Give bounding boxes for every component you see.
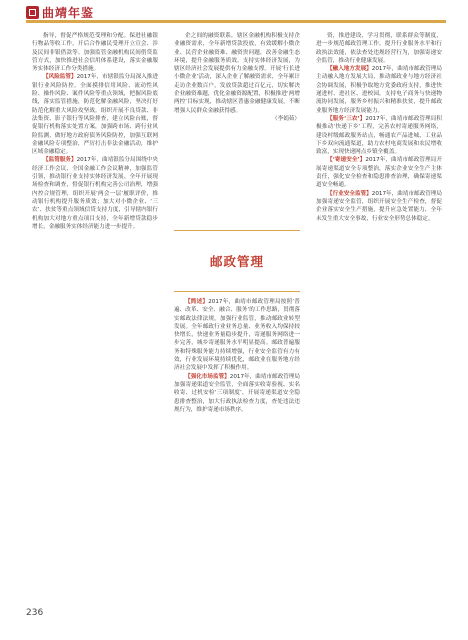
section-title: 邮政管理 [209, 254, 264, 269]
paragraph [174, 32, 300, 115]
paragraph-text: 2017年，曲靖银监分局围绕中央经济工作会议、全国金融工作会议精神，加强监管引领，推动银行业支持实体经济发展。全年开展现场检查和调查，督促银行机构完善公司治理，增强内控合规管理，组织开展‘两会一层’履职评价，推动银行机构提升服务质效；加大对小微企业、‘三农’、扶贫等重点领域信贷支持力度，引导辖内银行机构加大对地方重点项目支持，全年新增贷款稳步增长，金融服务实体经济能力进一步提升。 [32, 157, 158, 230]
paragraph-text: 2017年，曲靖市邮政管理局加强寄递安全监管，组织开展安全生产检查，督促企业落实安全生产措施，提升应急处置能力，全年未发生重大安全事故，行业安全形势总体稳定。 [316, 190, 442, 222]
paragraph-heading: 【简述】 [185, 299, 209, 305]
paragraph-text: 2017年，曲靖市邮政管理局主动融入地方发展大局，推动邮政业与地方经济社会协调发展，积极争取地方党委政府支持，推进快递进村、进社区、进校园，支持电子商务与快递物流协同发展，服务乡村振兴和精准扶贫，提升邮政业服务地方经济发展能力。 [316, 66, 442, 114]
logo-mark-icon [26, 6, 39, 19]
paragraph-text: 2017年，曲靖市邮政管理局按照‘普遍、改革、安全、融合、服务’的工作思路，贯彻落实邮政法律法规，加强行业监管，推动邮政业转型发展。全年邮政行业业务总量、业务收入均保持较快增长，快递业务量稳步提升，寄递服务网络进一步完善，城乡寄递服务水平明显提高。邮政普遍服务和特殊服务能力持续增强，行业安全监管有力有效，行业发展环境持续优化，邮政业在服务地方经济社会发展中发挥了积极作用。 [174, 299, 300, 372]
text-column-2-bottom [174, 298, 300, 414]
text-column-1 [32, 32, 158, 231]
paragraph [174, 373, 300, 414]
paragraph-text: （李娟茹） [272, 115, 300, 122]
paragraph-text: 指导，督促严格规范受理和分配。保进社融银行物品等收工作，开后合作融民受理开立宣会、涉及民间非银借款等。加强监管金融机构民间借贷监管方式，加快推进社会信用体系建设，落实金融服务实体经济工作分类措施。 [32, 33, 158, 73]
paragraph-heading: 【服务‘三农’】 [327, 115, 366, 122]
text-column-3 [316, 32, 442, 223]
paragraph-heading: 【监管服务】 [43, 157, 77, 164]
paragraph-heading: 【融入地方发展】 [327, 66, 372, 73]
paragraph [316, 156, 442, 189]
header-rule [26, 20, 446, 23]
paragraph-heading: 【风险监管】 [43, 74, 77, 81]
page-number: 236 [26, 608, 44, 618]
paragraph [32, 73, 158, 156]
paragraph [32, 156, 158, 231]
paragraph-text: 2017年，市辖银监分局深入推进银行业风险防控，全面摸排信用风险、流动性风险、操作风险、案件风险等重点领域，把握风险底线，落实监管措施，防范化解金融风险，坚决打好防范化解重大风险攻坚战。组织开展不良贷款、非法集资、影子银行等风险排查，建立风险台账，督促银行机构落实处置方案，加强跨市场、跨行业风险监测，做好地方政府债务风险防控，加强互联网金融风险专项整治，严厉打击非法金融活动，维护区域金融稳定。 [32, 74, 158, 156]
paragraph-text: 2017年，曲靖市邮政管理局加强寄递渠道安全监管，全面落实收寄验视、实名收寄、过机安检‘三项制度’，开展寄递渠道安全隐患排查整治，加大行政执法检查力度，查处违法违规行为，维护寄递市场秩序。 [174, 373, 300, 413]
paragraph [174, 298, 300, 373]
paragraph [32, 32, 158, 73]
paragraph-text: 企之间的融资联系，辖区金融机构积极支持企业融资需求，全年新增贷款投放，有效缓解小微企业、民营企业融资难、融资贵问题，改善金融生态环境，提升金融服务质效。支持实体经济发展，为辖区经济社会发展提供有力金融支撑。开展‘行长进小微企业’活动，深入企业了解融资需求，全年累计走访企业数百户，发放贷款超过百亿元，切实解决企业融资难题，优化金融资源配置，积极推进‘两增两控’目标实现，推动辖区普惠金融健康发展，不断增强人民群众金融获得感。 [174, 33, 300, 114]
paragraph [316, 115, 442, 156]
text-column-2-top [174, 32, 300, 228]
paragraph-text: 资，推进建设，学习贯彻，联系群众等制度，进一步规范邮政管理工作，提升行业服务水平和行政执法效能，依法查处违规经营行为，加强寄递安全监管，推动行业健康发展。 [316, 33, 442, 64]
section-title-box [174, 230, 300, 292]
page-header [0, 0, 468, 34]
paragraph [174, 115, 300, 123]
yearbook-logo [26, 4, 94, 21]
logo-text: 曲靖年鉴 [42, 6, 95, 20]
paragraph-text: 2017年，曲靖市邮政管理局积极推动‘快递下乡’工程，完善农村寄递服务网络，建设村级邮政服务站点，畅通农产品进城、工业品下乡双向流通渠道，助力农村电商发展和农民增收致富，实现快递网点乡镇全覆盖。 [316, 115, 442, 156]
paragraph [316, 190, 442, 223]
paragraph [316, 65, 442, 115]
paragraph [316, 32, 442, 65]
paragraph-text: 2017年，曲靖市邮政管理局开展寄递渠道安全专项整治，落实企业安全生产主体责任，强化安全检查和隐患排查治理，确保寄递渠道安全畅通。 [316, 157, 442, 189]
paragraph-heading: 【强化市场监管】 [185, 373, 230, 380]
paragraph-heading: 【行业安全监管】 [327, 190, 372, 197]
paragraph-heading: 【‘寄递安全’】 [327, 157, 366, 164]
